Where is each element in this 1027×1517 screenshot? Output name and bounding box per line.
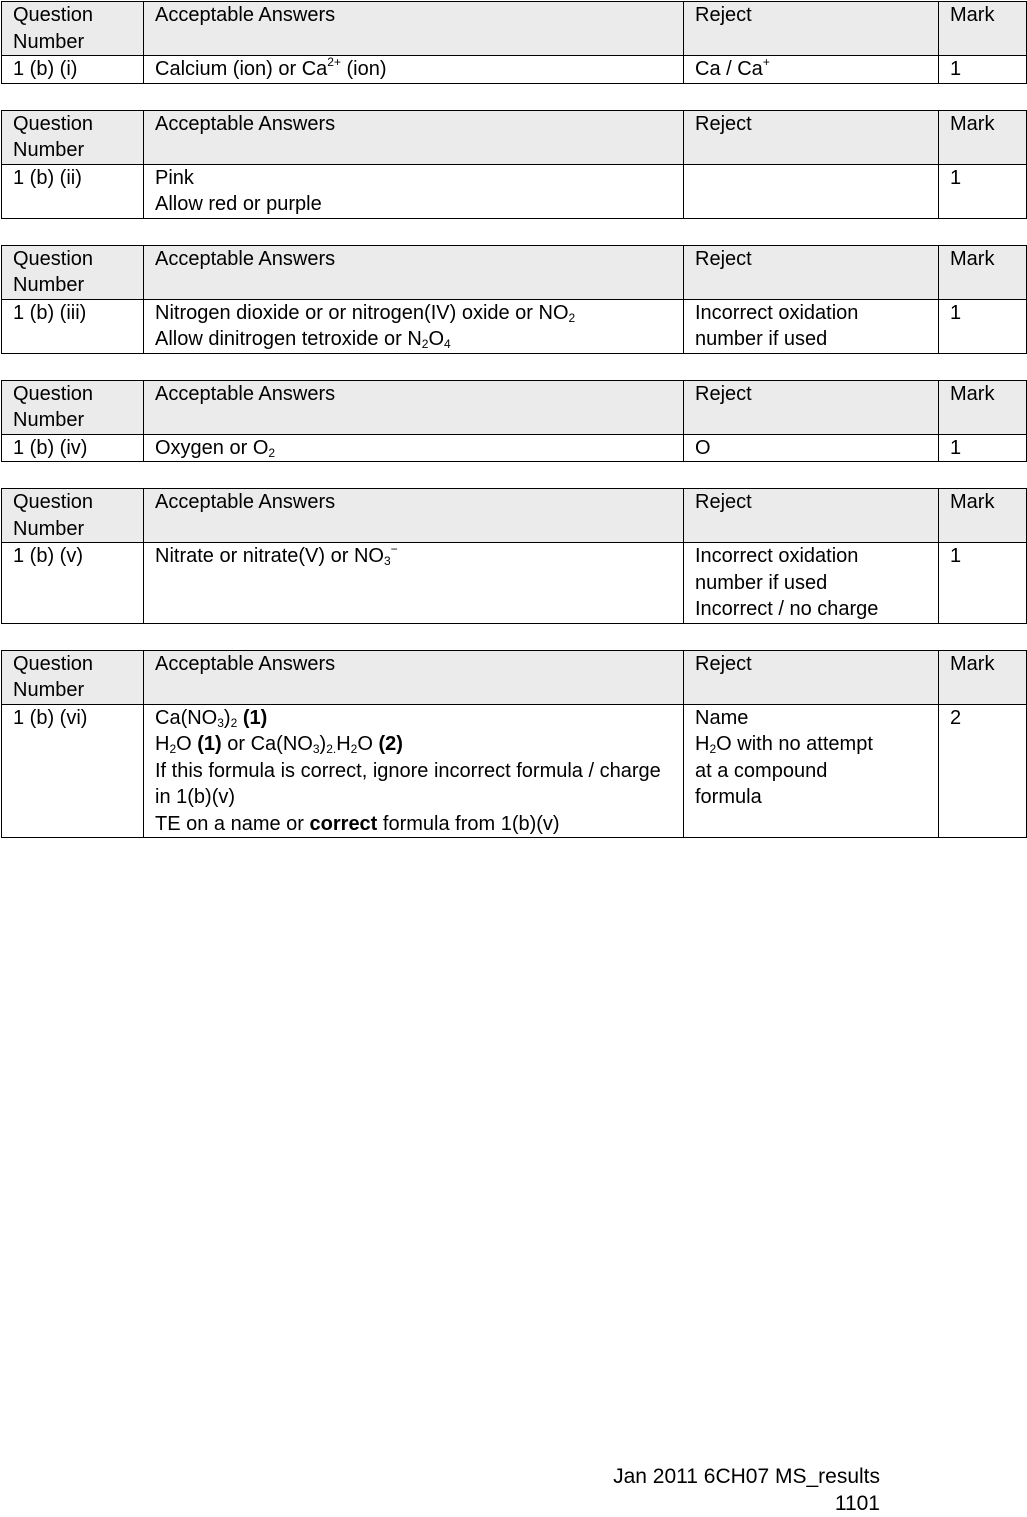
table-row (2, 56, 1027, 84)
mark-table-1biv (1, 380, 1027, 463)
acceptable-answer: Nitrate or nitrate(V) or $NO_3^-$ (144, 543, 684, 624)
header-acceptable-answers: Acceptable Answers (144, 380, 684, 434)
header-reject: Reject (684, 110, 939, 164)
header-mark: Mark (939, 2, 1027, 56)
mark-scheme-page (1, 1, 1026, 864)
question-number: 1 (b) (i) (2, 56, 144, 84)
table-header-row (2, 110, 1027, 164)
header-question-number: Question Number (2, 380, 144, 434)
question-number: 1 (b) (vi) (2, 704, 144, 838)
mark-table-1bi (1, 1, 1027, 84)
table-row (2, 704, 1027, 838)
footer-code: 1101 (834, 1492, 880, 1515)
header-acceptable-answers: Acceptable Answers (144, 650, 684, 704)
mark-value: 1 (939, 543, 1027, 624)
header-question-number: Question Number (2, 110, 144, 164)
table-row (2, 543, 1027, 624)
header-reject: Reject (684, 245, 939, 299)
question-number: 1 (b) (iii) (2, 299, 144, 353)
header-acceptable-answers: Acceptable Answers (144, 489, 684, 543)
mark-value: 1 (939, 164, 1027, 218)
header-mark: Mark (939, 245, 1027, 299)
header-mark: Mark (939, 110, 1027, 164)
mark-value: 1 (939, 56, 1027, 84)
acceptable-answer: Pink Allow red or purple (144, 164, 684, 218)
header-acceptable-answers: Acceptable Answers (144, 245, 684, 299)
header-mark: Mark (939, 380, 1027, 434)
header-mark: Mark (939, 650, 1027, 704)
mark-table-1bv (1, 488, 1027, 624)
question-number: 1 (b) (v) (2, 543, 144, 624)
table-header-row (2, 245, 1027, 299)
reject-answer: Incorrect oxidation number if used (684, 299, 939, 353)
reject-answer: Name $H_2O$ with no attempt at a compound formula (684, 704, 939, 838)
mark-value: 2 (939, 704, 1027, 838)
acceptable-answer: Oxygen or $O_2$ (144, 434, 684, 462)
acceptable-answer: Nitrogen dioxide or or nitrogen(IV) oxide or $NO_2$ Allow dinitrogen tetroxide or $N_2O_4$ (144, 299, 684, 353)
table-header-row (2, 2, 1027, 56)
footer-document-ref: Jan 2011 6CH07 MS_results (613, 1465, 880, 1488)
mark-table-1bvi (1, 650, 1027, 839)
header-reject: Reject (684, 489, 939, 543)
table-row (2, 164, 1027, 218)
table-header-row (2, 380, 1027, 434)
header-question-number: Question Number (2, 245, 144, 299)
table-header-row (2, 650, 1027, 704)
header-acceptable-answers: Acceptable Answers (144, 2, 684, 56)
table-row (2, 299, 1027, 353)
header-reject: Reject (684, 650, 939, 704)
table-header-row (2, 489, 1027, 543)
mark-value: 1 (939, 434, 1027, 462)
reject-answer: Incorrect oxidation number if used Incorrect / no charge (684, 543, 939, 624)
header-mark: Mark (939, 489, 1027, 543)
mark-value: 1 (939, 299, 1027, 353)
header-reject: Reject (684, 2, 939, 56)
page-footer (580, 1463, 880, 1517)
table-row (2, 434, 1027, 462)
mark-table-1bii (1, 110, 1027, 219)
header-question-number: Question Number (2, 489, 144, 543)
header-reject: Reject (684, 380, 939, 434)
header-question-number: Question Number (2, 650, 144, 704)
question-number: 1 (b) (iv) (2, 434, 144, 462)
reject-answer: Ca / Ca+ (684, 56, 939, 84)
reject-answer: O (684, 434, 939, 462)
header-question-number: Question Number (2, 2, 144, 56)
reject-answer (684, 164, 939, 218)
acceptable-answer: Calcium (ion) or $Ca^{2+}$ (ion) (144, 56, 684, 84)
acceptable-answer: $Ca(NO_3)_2$ (1) $H_2O$ (1) or $Ca(NO_3)_{2.}H_2O$ (2) If this formula is correct, ignore incorrect formula / charge in 1(b)(v) TE on a name or correct formula from 1(b)(v) (144, 704, 684, 838)
mark-table-1biii (1, 245, 1027, 354)
question-number: 1 (b) (ii) (2, 164, 144, 218)
header-acceptable-answers: Acceptable Answers (144, 110, 684, 164)
